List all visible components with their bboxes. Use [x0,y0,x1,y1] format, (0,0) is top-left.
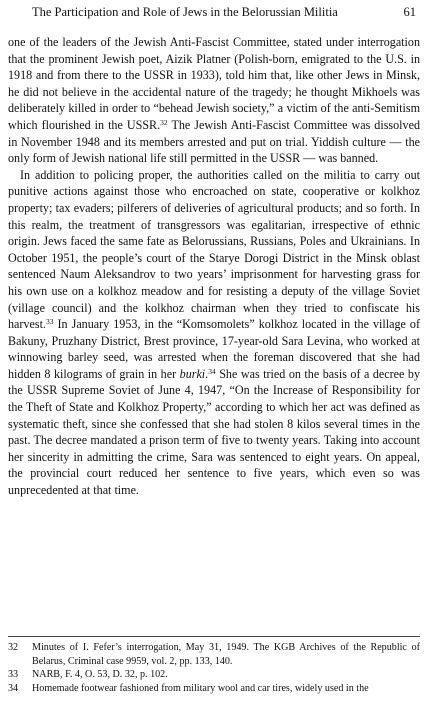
running-header [10,4,416,20]
paragraph-text: In addition to policing proper, the authorities called on the militia to carry out punitive actions against those who encroached on state, cooperative or kolkhoz property; tax evaders; pilferers of deliveries of agricultural products; and so forth. In this realm, the treatment of transgressors was egalitarian, irrespective of ethnic origin. Jews faced the same fate as Belorussians, Russians, Poles and Ukrainians. In October 1951, the people’s court of the Starye Dorogi District in the Minsk oblast sentenced Naum Aleksandrov to two years’ imprisonment for harvesting grass for his own use on a kolkhoz meadow and for resisting a deputy of the village Soviet (village council) and the kolkhoz chairman when they tried to confiscate his harvest. [8,167,420,332]
footnote-ref-33[interactable]: 33 [45,317,54,327]
footnote-ref-32[interactable]: 32 [160,117,168,127]
footnote [8,668,420,682]
paragraph-text: The Jewish Anti-Fascist Committee was dissolved in November 1948 and its members arrested and put on trial. Yiddish culture — the only form of Jewish national life still permitted in the USSR — was banned. [8,117,420,166]
footnote-number: 32 [8,642,19,653]
footnote-text: Minutes of I. Fefer’s interrogation, May 31, 1949. The KGB Archives of the Republic of Belarus, Criminal case 9959, vol. 2, pp. 133, 140. [32,642,420,667]
footnote-number: 34 [8,682,19,694]
paragraph-text: In January 1953, in the “Komsomolets” kolkhoz located in the village of Bakuny, Pruzhany District, Brest province, 17-year-old Sara Levina, who worked at winnowing barley seed, was arrested when the foreman discovered that she had hidden 8 kilograms of grain in her [8,317,420,381]
footnotes [8,641,420,695]
footnote-text: NARB, F. 4, O. 53, D. 32, p. 102. [32,669,168,681]
paragraph-text: She was tried on the basis of a decree by the USSR Supreme Soviet of June 4, 1947, “On the Increase of Responsibility for the Theft of State and Kolkhoz Property,” according to which her act was defined as systematic theft, since she confessed that she had stolen 8 kilos several times in the past. The decree mandated a prison term of five to twenty years. Taking into account her sincerity in admitting the crime, Sara was sentenced to eight years. On appeal, the provincial court reduced her sentence to five years, which even so was unprecedented at that time. [8,366,420,498]
page-number: 61 [403,5,416,19]
footnote-divider [8,636,420,637]
body-text [8,34,420,499]
footnote-ref-34[interactable]: 34 [208,366,216,376]
footnote-number: 33 [8,669,19,681]
running-title: The Participation and Role of Jews in the Belorussian Militia [32,5,338,19]
paragraph-text: . [205,366,209,381]
paragraph-continued [8,34,420,167]
paragraph-text: one of the leaders of the Jewish Anti-Fascist Committee, stated under interrogation that the prominent Jewish poet, Aizik Platner (Polish-born, emigrated to the U.S. in 1918 and from there to the USSR in 1933), told him that, like other Jews in Minsk, he did not believe in the accidental nature of the tragedy; he thought Mikhoels was deliberately killed in order to “behead Jewish society,” a victim of the anti-Semitism which flourished in the USSR. [8,35,420,132]
footnote-text: Homemade footwear fashioned from military wool and car tires, widely used in the [32,682,369,694]
footnote [8,682,420,696]
paragraph-militia [8,167,420,499]
footnote [8,641,420,668]
italic-term: burki [179,366,206,381]
